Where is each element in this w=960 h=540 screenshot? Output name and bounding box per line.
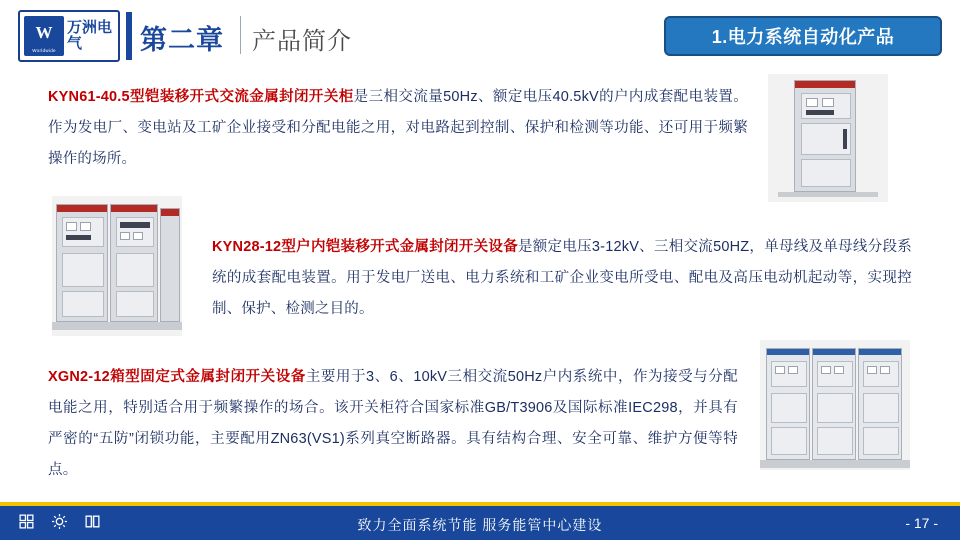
paragraph-xgn2-keyword: XGN2-12箱型固定式金属封闭开关设备 bbox=[48, 369, 306, 385]
cabinet-instrument-panel bbox=[771, 361, 807, 387]
footer-slogan: 致力全面系统节能 服务能管中心建设 bbox=[357, 517, 603, 533]
cabinet-meter bbox=[880, 366, 890, 374]
cabinet-meter bbox=[66, 222, 77, 231]
cabinet-handle bbox=[843, 129, 847, 149]
photo-floor-shadow bbox=[778, 192, 878, 197]
cabinet-top-stripe bbox=[161, 209, 179, 216]
paragraph-kyn28-body: 是额定电压3-12kV、三相交流50HZ，单母线及单母线分段系统的成套配电装置。用于发电厂送电、电力系统和工矿企业变电所受电、配电及高压电动机起动等，实现控制、保护、检测之目的。 bbox=[212, 239, 912, 317]
cabinet-middle-door bbox=[863, 393, 899, 423]
slide-footer bbox=[0, 506, 960, 540]
paragraph-xgn2 bbox=[48, 362, 738, 486]
cabinet-meter bbox=[822, 98, 834, 107]
section-badge-label: 1.电力系统自动化产品 bbox=[711, 27, 895, 47]
cabinet-middle-door bbox=[817, 393, 853, 423]
cabinet-label-strip bbox=[806, 110, 834, 115]
cabinet-body bbox=[794, 80, 856, 192]
cabinet-side bbox=[160, 208, 180, 322]
kyn28-cabinet-photo bbox=[52, 196, 182, 336]
cabinet-middle-door bbox=[116, 253, 154, 287]
cabinet-meter bbox=[133, 232, 143, 240]
cabinet-middle-door bbox=[62, 253, 104, 287]
cabinet-lower-door bbox=[116, 291, 154, 317]
footer-page-number: - 17 - bbox=[905, 515, 938, 531]
logo-mark-letter: W bbox=[35, 23, 53, 42]
chapter-divider bbox=[240, 16, 241, 54]
cabinet-label-strip bbox=[66, 235, 91, 240]
slide-header bbox=[0, 0, 960, 72]
cabinet-middle-door bbox=[771, 393, 807, 423]
section-badge bbox=[664, 16, 942, 56]
cabinet-lower-door bbox=[771, 427, 807, 455]
cabinet-body bbox=[812, 348, 856, 460]
cabinet-top-stripe bbox=[57, 205, 107, 212]
cabinet-meter bbox=[80, 222, 91, 231]
cabinet-meter bbox=[834, 366, 844, 374]
cabinet-lower-door bbox=[801, 159, 851, 187]
cabinet-top-stripe bbox=[795, 81, 855, 88]
cabinet-instrument-panel bbox=[817, 361, 853, 387]
cabinet-top-stripe bbox=[767, 349, 809, 355]
paragraph-xgn2-body: 主要用于3、6、10kV三相交流50Hz户内系统中，作为接受与分配电能之用，特别适合用于频繁操作的场合。该开关柜符合国家标准GB/T3906及国际标准IEC298，并具有严密的“五防”闭锁功能，主要配用ZN63(VS1)系列真空断路器。具有结构合理、安全可靠、维护方便等特点。 bbox=[48, 369, 738, 478]
cabinet-meter bbox=[867, 366, 877, 374]
cabinet-meter bbox=[788, 366, 798, 374]
chapter-subtitle: 产品简介 bbox=[252, 28, 352, 55]
cabinet-top-stripe bbox=[813, 349, 855, 355]
cabinet-lower-door bbox=[863, 427, 899, 455]
footer-accent-line bbox=[0, 501, 960, 502]
cabinet-instrument-panel bbox=[62, 217, 104, 247]
paragraph-kyn28-keyword: KYN28-12型户内铠装移开式金属封闭开关设备 bbox=[212, 239, 518, 255]
cabinet-meter bbox=[120, 232, 130, 240]
cabinet-body bbox=[858, 348, 902, 460]
photo-floor-shadow bbox=[760, 460, 910, 468]
cabinet-top-stripe bbox=[859, 349, 901, 355]
cabinet-instrument-panel bbox=[116, 217, 154, 247]
cabinet-label-strip bbox=[120, 222, 150, 228]
cabinet-meter bbox=[806, 98, 818, 107]
chapter-title: 第二章 bbox=[140, 25, 224, 55]
logo-mark-icon bbox=[24, 16, 64, 56]
cabinet-body bbox=[766, 348, 810, 460]
cabinet-body bbox=[110, 204, 158, 322]
paragraph-kyn61-body: 是三相交流量50Hz、额定电压40.5kV的户内成套配电装置。作为发电厂、变电站及工矿企业接受和分配电能之用，对电路起到控制、保护和检测等功能、还可用于频繁操作的场所。 bbox=[48, 89, 748, 167]
kyn61-cabinet-photo bbox=[768, 74, 888, 202]
cabinet-instrument-panel bbox=[801, 93, 851, 119]
xgn2-cabinet-photo bbox=[760, 340, 910, 470]
paragraph-kyn28 bbox=[212, 232, 912, 325]
cabinet-instrument-panel bbox=[863, 361, 899, 387]
company-logo bbox=[18, 10, 120, 62]
paragraph-kyn61 bbox=[48, 82, 748, 175]
cabinet-lower-door bbox=[817, 427, 853, 455]
logo-mark-subtext: Worldwide bbox=[32, 48, 56, 53]
cabinet-lower-door bbox=[62, 291, 104, 317]
cabinet-top-stripe bbox=[111, 205, 157, 212]
logo-company-name: 万洲电气 bbox=[67, 18, 113, 52]
cabinet-body bbox=[56, 204, 108, 322]
photo-floor-shadow bbox=[52, 322, 182, 330]
cabinet-meter bbox=[775, 366, 785, 374]
chapter-accent-bar bbox=[126, 12, 132, 60]
paragraph-kyn61-keyword: KYN61-40.5型铠装移开式交流金属封闭开关柜 bbox=[48, 89, 354, 105]
cabinet-meter bbox=[821, 366, 831, 374]
